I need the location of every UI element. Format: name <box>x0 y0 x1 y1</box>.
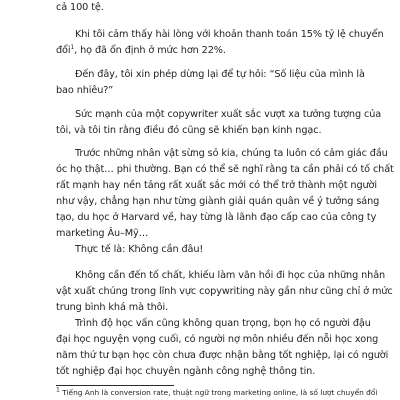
text-line: đại học nguyện vọng cuối, có người nợ môn nhiều đến nỗi học xong <box>56 334 379 345</box>
text-line: bao nhiêu?” <box>56 85 114 96</box>
text-line: cả 100 tệ. <box>56 2 104 13</box>
paragraph-conversion <box>56 27 384 59</box>
text-fragment: , họ đã ổn định ở mức hơn 22%. <box>74 45 226 56</box>
paragraph-reality <box>75 242 203 258</box>
paragraph-continuation <box>56 0 104 16</box>
paragraph-education <box>56 316 389 380</box>
text-line: vật xuất chúng trong lĩnh vực copywriting này gần như cũng chỉ ở mức <box>56 286 393 297</box>
paragraph-question <box>56 67 365 99</box>
text-line: tốt nghiệp đại học chuyên ngành công nghệ thông tin. <box>56 366 316 377</box>
text-line: Thực tế là: Không cần đâu! <box>75 244 204 255</box>
text-line: Không cần đến tố chất, khiếu làm văn hồi đi học của những nhân <box>75 270 386 281</box>
text-line: óc họ thật… phi thường. Bạn có thể sẽ nghĩ rằng ta cần phải có tố chất <box>56 164 394 175</box>
text-line: trung bình khá mà thôi. <box>56 302 169 313</box>
footnote-marker: 1 <box>70 43 75 51</box>
text-line: Khi tôi cảm thấy hài lòng với khoản thanh toán 15% tỷ lệ chuyển <box>75 29 384 40</box>
text-line: tạo, du học ở Harvard về, hay từng là lãnh đạo cấp cao của công ty <box>56 212 377 223</box>
text-line: marketing Âu–Mỹ… <box>56 228 149 239</box>
text-line <box>56 43 384 59</box>
text-line: Trình độ học vấn cũng không quan trọng, bọn họ có người đậu <box>75 318 371 329</box>
text-line: rất mạnh hay nền tảng rất xuất sắc mới có thể trở thành một người <box>56 180 377 191</box>
text-line: như vậy, chẳng hạn như từng giành giải quán quân về ý tưởng sáng <box>56 196 380 207</box>
paragraph-talent <box>56 268 393 316</box>
text-line: Đến đây, tôi xin phép dừng lại để tự hỏi: “Số liệu của mình là <box>75 69 365 80</box>
text-line: năm thứ tư bạn học còn chưa được nhận bằng tốt nghiệp, lại có người <box>56 350 389 361</box>
footnote <box>56 388 377 398</box>
text-line: tôi, và tôi tin rằng điều đó cũng sẽ khiến bạn kinh ngạc. <box>56 125 322 136</box>
footnote-number: 1 <box>56 386 60 394</box>
paragraph-power <box>56 107 382 139</box>
text-line: Sức mạnh của một copywriter xuất sắc vượt xa tưởng tượng của <box>75 109 382 120</box>
footnote-text: Tiếng Anh là conversion rate, thuật ngữ trong marketing online, là số lượt chuyển đổi <box>59 388 378 397</box>
text-fragment: đổi <box>56 45 71 56</box>
text-line: Trước những nhân vật sừng sỏ kia, chúng ta luôn có cảm giác đầu <box>75 148 388 159</box>
footnote-divider <box>56 385 174 386</box>
paragraph-characters <box>56 146 394 242</box>
